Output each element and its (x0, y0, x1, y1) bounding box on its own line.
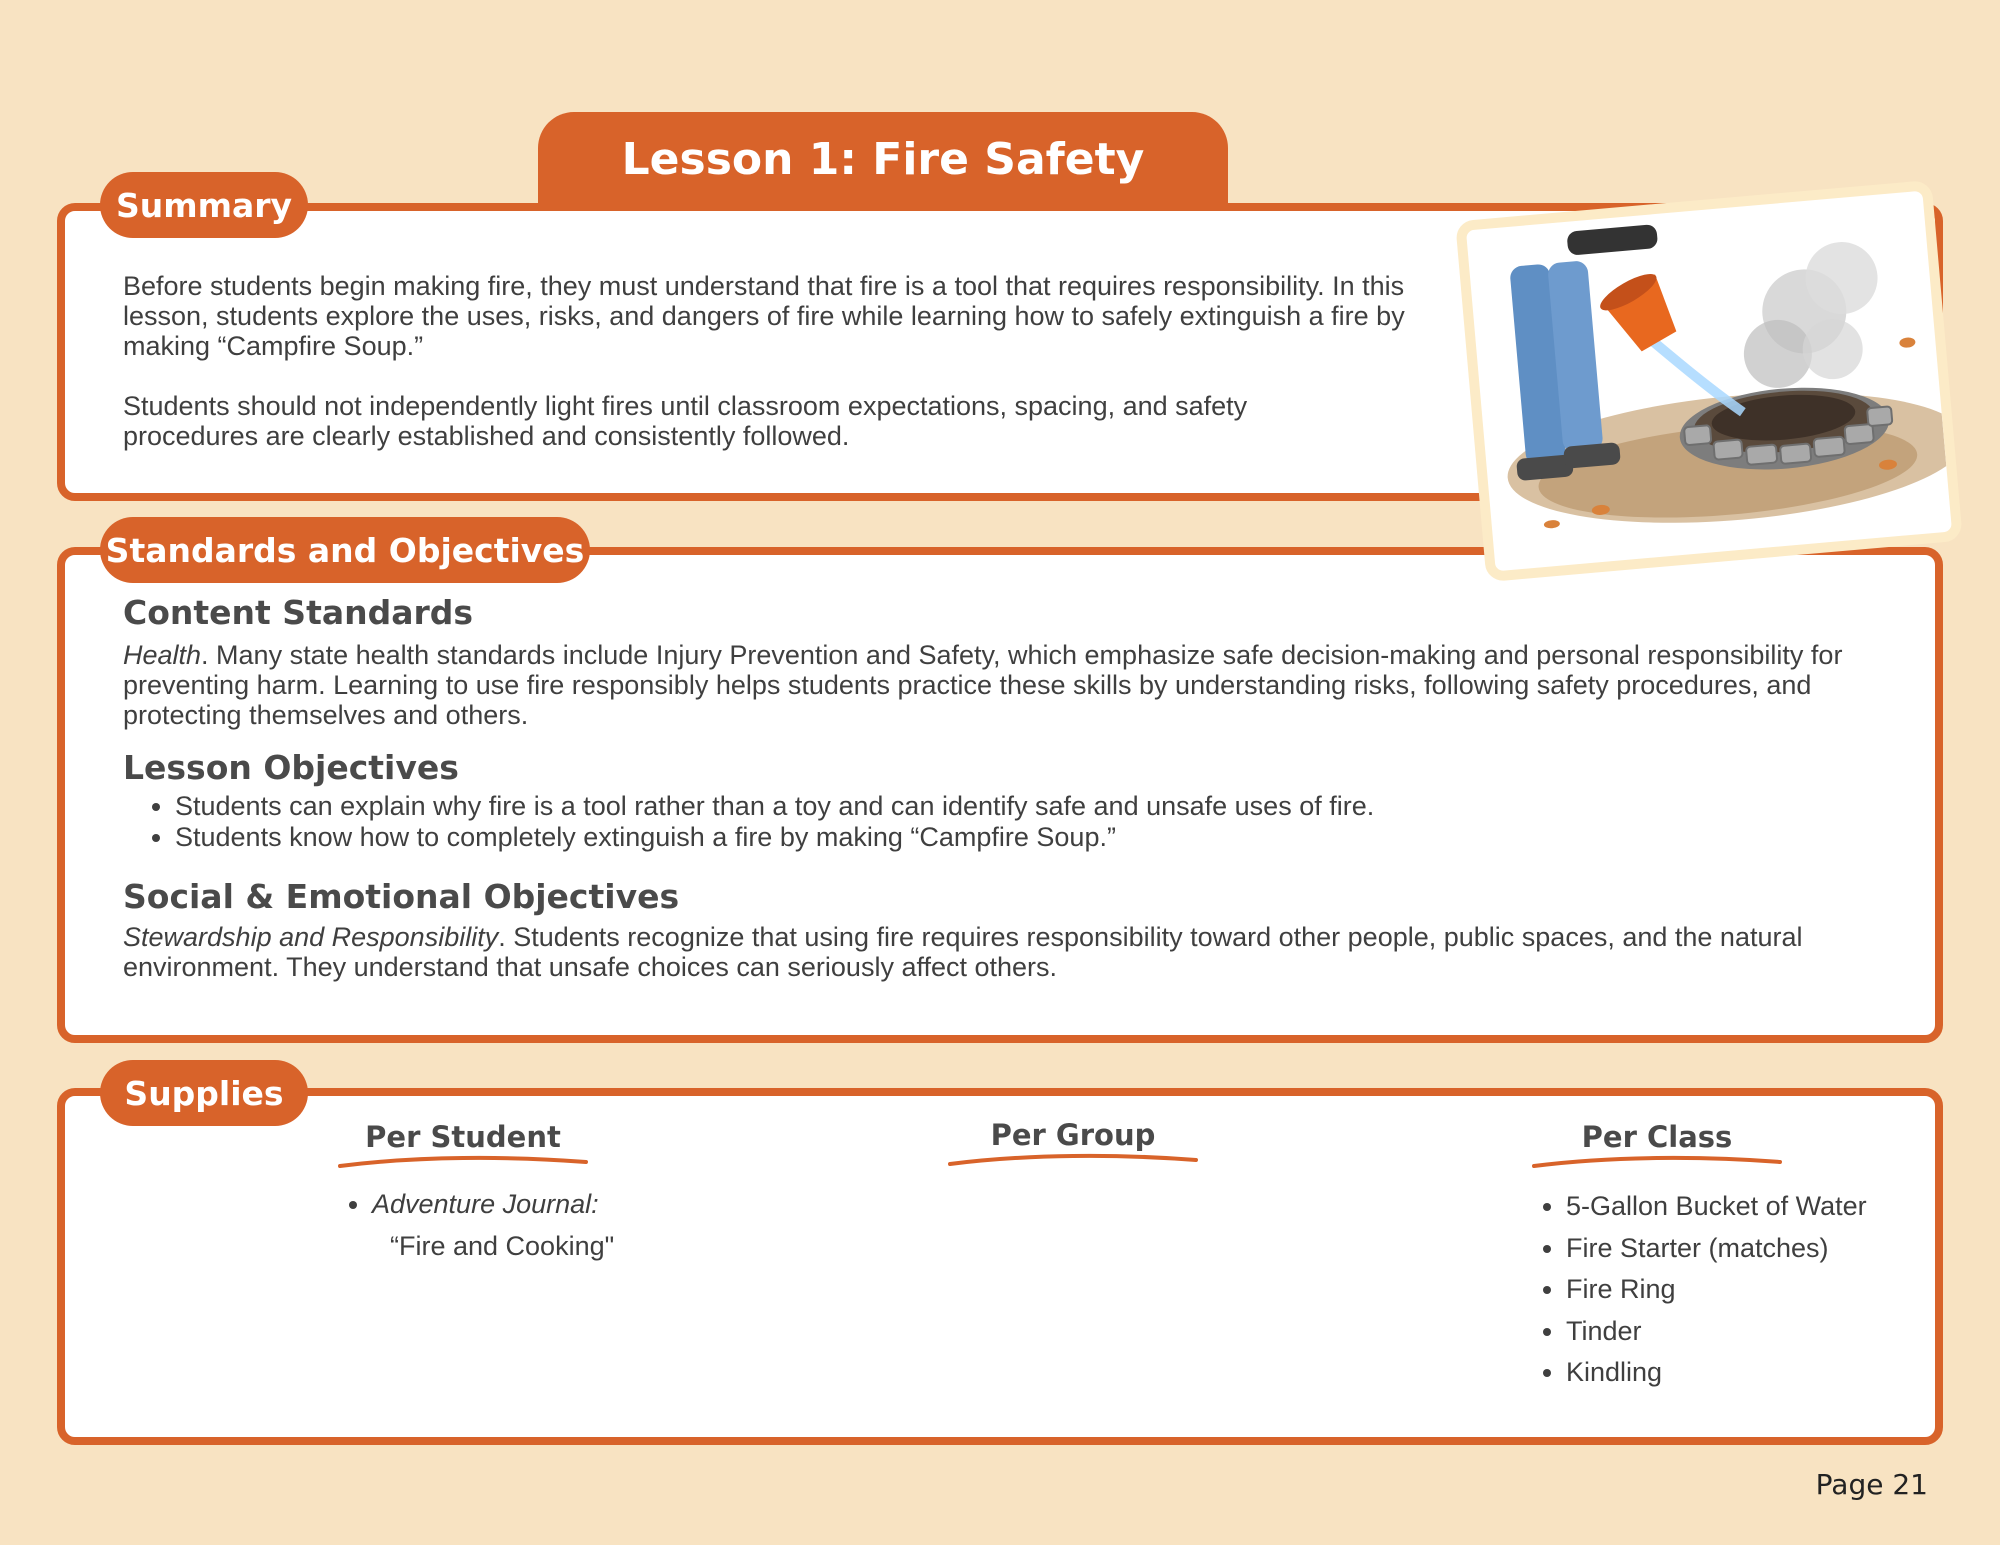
underline-swash (1532, 1154, 1782, 1168)
per-class-column (1532, 1120, 1867, 1394)
summary-paragraph-2: Students should not independently light fires until classroom expectations, spacing, and safety procedures are clearly established and consistently followed. (123, 391, 1248, 451)
supply-item-journal: Adventure Journal: (372, 1189, 599, 1219)
per-student-heading: Per Student (365, 1120, 561, 1154)
standards-panel (57, 547, 1943, 1043)
supply-item: • Fire Starter (matches) (1566, 1228, 1867, 1270)
summary-paragraph-1: Before students begin making fire, they must understand that fire is a tool that requires responsibility. In this lesson, students explore the uses, risks, and dangers of fire while learning how to safely extinguish a fire by making “Campfire Soup.” (123, 271, 1405, 361)
fire-extinguish-illustration (1455, 180, 1963, 582)
underline-swash (948, 1152, 1198, 1166)
lesson-title: Lesson 1: Fire Safety (538, 112, 1228, 212)
sel-body: . Students recognize that using fire requires responsibility toward other people, public spaces, and the natural environment. They understand that unsafe choices can seriously affect others. (123, 922, 1803, 982)
sel-lead: Stewardship and Responsibility (123, 922, 499, 952)
supplies-tab: Supplies (100, 1060, 308, 1126)
page-number: Page 21 (1815, 1468, 1928, 1501)
lesson-objectives-heading: Lesson Objectives (123, 748, 459, 787)
lesson-objectives-list (123, 791, 1903, 853)
objective-item: • Students can explain why fire is a tool rather than a toy and can identify safe and unsafe uses of fire. (175, 791, 1903, 822)
summary-tab: Summary (100, 172, 308, 238)
per-group-heading: Per Group (990, 1118, 1156, 1152)
supply-item: • Tinder (1566, 1311, 1867, 1353)
fire-ring-image (1466, 191, 1952, 572)
standards-tab: Standards and Objectives (100, 517, 590, 583)
supply-item (372, 1184, 614, 1267)
per-class-heading: Per Class (1581, 1120, 1733, 1154)
content-standards-text (123, 640, 1903, 730)
sel-objectives-text (123, 922, 1903, 982)
supply-item: • 5-Gallon Bucket of Water (1566, 1186, 1867, 1228)
content-standards-heading: Content Standards (123, 593, 474, 632)
underline-swash (338, 1154, 588, 1168)
content-standards-lead: Health (123, 640, 202, 670)
per-group-column (948, 1118, 1198, 1166)
supply-item-journal-subtitle: “Fire and Cooking" (390, 1230, 615, 1261)
content-standards-body: . Many state health standards include Injury Prevention and Safety, which emphasize safe decision-making and personal responsibility for preventing harm. Learning to use fire responsibly helps students practice these skills by understanding risks, following safety procedures, and protecting themselves and others. (123, 640, 1843, 730)
objective-item: • Students know how to completely extinguish a fire by making “Campfire Soup.” (175, 822, 1903, 853)
sel-objectives-heading: Social & Emotional Objectives (123, 877, 680, 916)
per-student-column (338, 1120, 614, 1267)
per-student-list (338, 1184, 614, 1267)
supply-item: • Fire Ring (1566, 1269, 1867, 1311)
per-class-list (1532, 1186, 1867, 1394)
supply-item: • Kindling (1566, 1352, 1867, 1394)
